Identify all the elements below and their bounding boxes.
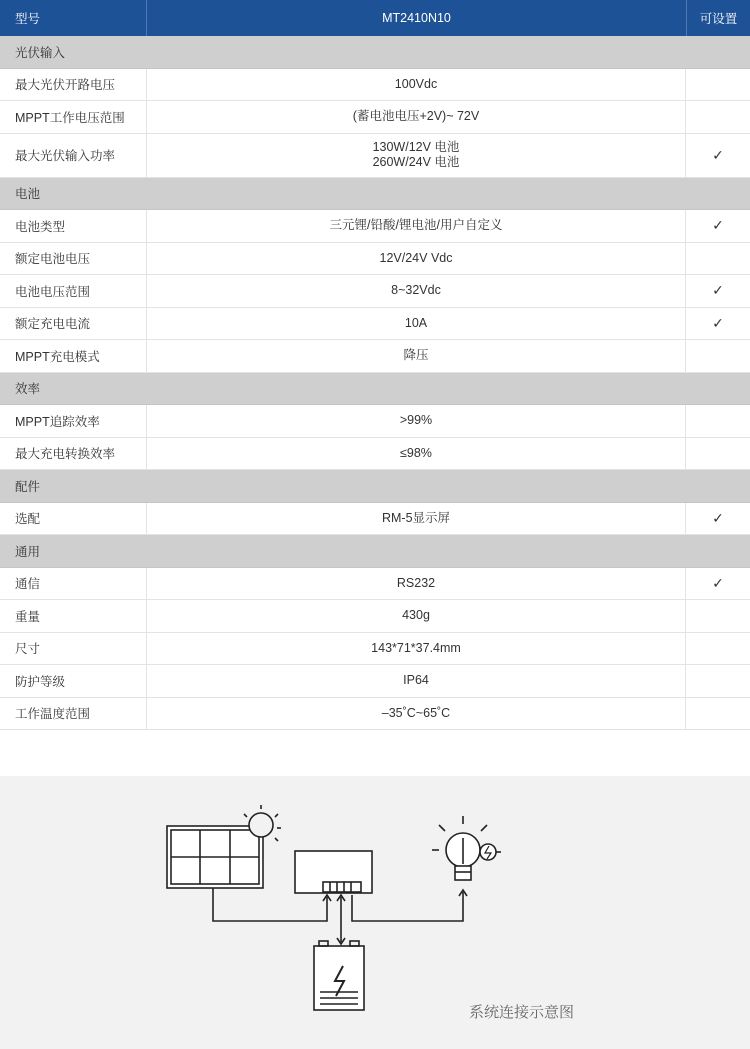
- param-value-line: –35˚C~65˚C: [381, 705, 451, 720]
- settable-check: [686, 101, 750, 133]
- param-value-line: 三元锂/铅酸/锂电池/用户自定义: [329, 218, 503, 233]
- param-value: [146, 503, 686, 535]
- settable-check: [686, 698, 750, 730]
- table-row: [0, 503, 750, 536]
- param-value: [146, 438, 686, 470]
- param-value: [146, 568, 686, 600]
- settable-check: ✓: [712, 314, 724, 331]
- battery-icon: [314, 941, 364, 1010]
- param-value: [146, 633, 686, 665]
- section-header: [0, 470, 750, 503]
- settable-check: ✓: [712, 217, 724, 234]
- param-name: MPPT追踪效率: [15, 414, 100, 429]
- param-name: 电池类型: [15, 219, 66, 234]
- section-title: 电池: [15, 187, 41, 202]
- table-row: [0, 210, 750, 243]
- param-value-line: 130W/12V 电池: [372, 140, 460, 154]
- table-row: [0, 438, 750, 471]
- header-settable: 可设置: [686, 0, 750, 36]
- settable-check: [686, 243, 750, 275]
- table-header: [0, 0, 750, 36]
- diagram-graphic: [0, 776, 750, 1049]
- settable-check: [686, 340, 750, 372]
- table-row: [0, 405, 750, 438]
- table-row: [0, 69, 750, 102]
- header-model: MT2410N10: [146, 0, 686, 36]
- param-value: [146, 69, 686, 101]
- param-value: [146, 698, 686, 730]
- param-value: [146, 600, 686, 632]
- section-title: 通用: [15, 544, 41, 559]
- section-title: 配件: [15, 479, 41, 494]
- param-name: 电池电压范围: [15, 284, 91, 299]
- param-value-line: 260W/24V 电池: [372, 155, 460, 169]
- param-name: MPPT充电模式: [15, 349, 100, 364]
- table-row: [0, 134, 750, 178]
- param-value-line: 10A: [404, 315, 428, 330]
- param-value-line: IP64: [403, 673, 429, 688]
- param-name: 最大充电转换效率: [15, 447, 116, 462]
- param-value-line: 12V/24V Vdc: [379, 250, 453, 265]
- table-row: [0, 665, 750, 698]
- connection-diagram: [0, 776, 750, 1049]
- param-value-line: RM-5显示屏: [381, 510, 451, 525]
- param-name: 尺寸: [15, 642, 41, 657]
- param-value-line: 430g: [402, 608, 430, 623]
- param-name: MPPT工作电压范围: [15, 110, 125, 125]
- settable-check: [686, 633, 750, 665]
- settable-check: [686, 438, 750, 470]
- param-name: 选配: [15, 512, 41, 527]
- param-value-line: 100Vdc: [394, 76, 438, 91]
- param-value: [146, 243, 686, 275]
- table-row: [0, 698, 750, 731]
- param-value-line: 143*71*37.4mm: [371, 640, 461, 655]
- table-row: [0, 340, 750, 373]
- section-header: [0, 373, 750, 406]
- header-label: 型号: [15, 12, 41, 26]
- table-row: [0, 600, 750, 633]
- table-row: [0, 568, 750, 601]
- param-value: [146, 101, 686, 133]
- param-name: 工作温度范围: [15, 707, 91, 722]
- param-value-line: RS232: [396, 575, 436, 590]
- diagram-caption: 系统连接示意图: [469, 1004, 575, 1021]
- settable-check: ✓: [712, 146, 724, 163]
- param-value-line: (蓄电池电压+2V)~ 72V: [352, 109, 480, 124]
- param-value: [146, 275, 686, 307]
- settable-check: [686, 405, 750, 437]
- param-value-line: ≤98%: [400, 445, 432, 460]
- table-row: [0, 101, 750, 134]
- param-value: [146, 665, 686, 697]
- param-name: 通信: [15, 577, 41, 592]
- lightbulb-icon: [432, 816, 501, 880]
- table-row: [0, 308, 750, 341]
- param-value: [146, 405, 686, 437]
- controller-icon: [295, 851, 372, 893]
- table-body: [0, 36, 750, 730]
- param-name: 额定电池电压: [15, 252, 91, 267]
- settable-check: [686, 665, 750, 697]
- section-header: [0, 535, 750, 568]
- settable-check: [686, 69, 750, 101]
- settable-check: ✓: [712, 282, 724, 299]
- settable-check: ✓: [712, 574, 724, 591]
- section-header: [0, 178, 750, 211]
- table-row: [0, 633, 750, 666]
- section-header: [0, 36, 750, 69]
- param-name: 防护等级: [15, 674, 66, 689]
- solar-panel-icon: [167, 826, 263, 888]
- param-name: 最大光伏开路电压: [15, 78, 116, 93]
- param-name: 额定充电电流: [15, 317, 91, 332]
- param-name: 重量: [15, 609, 41, 624]
- settable-check: [686, 600, 750, 632]
- param-name: 最大光伏输入功率: [15, 149, 116, 163]
- param-value: [146, 308, 686, 340]
- param-value-line: 降压: [403, 348, 429, 363]
- section-title: 效率: [15, 382, 41, 397]
- param-value-line: 8~32Vdc: [391, 283, 441, 298]
- table-row: [0, 243, 750, 276]
- param-value: [146, 210, 686, 242]
- settable-check: ✓: [712, 509, 724, 526]
- section-title: 光伏输入: [15, 45, 66, 60]
- param-value: [146, 134, 686, 177]
- param-value-line: >99%: [399, 413, 433, 428]
- table-row: [0, 275, 750, 308]
- param-value: [146, 340, 686, 372]
